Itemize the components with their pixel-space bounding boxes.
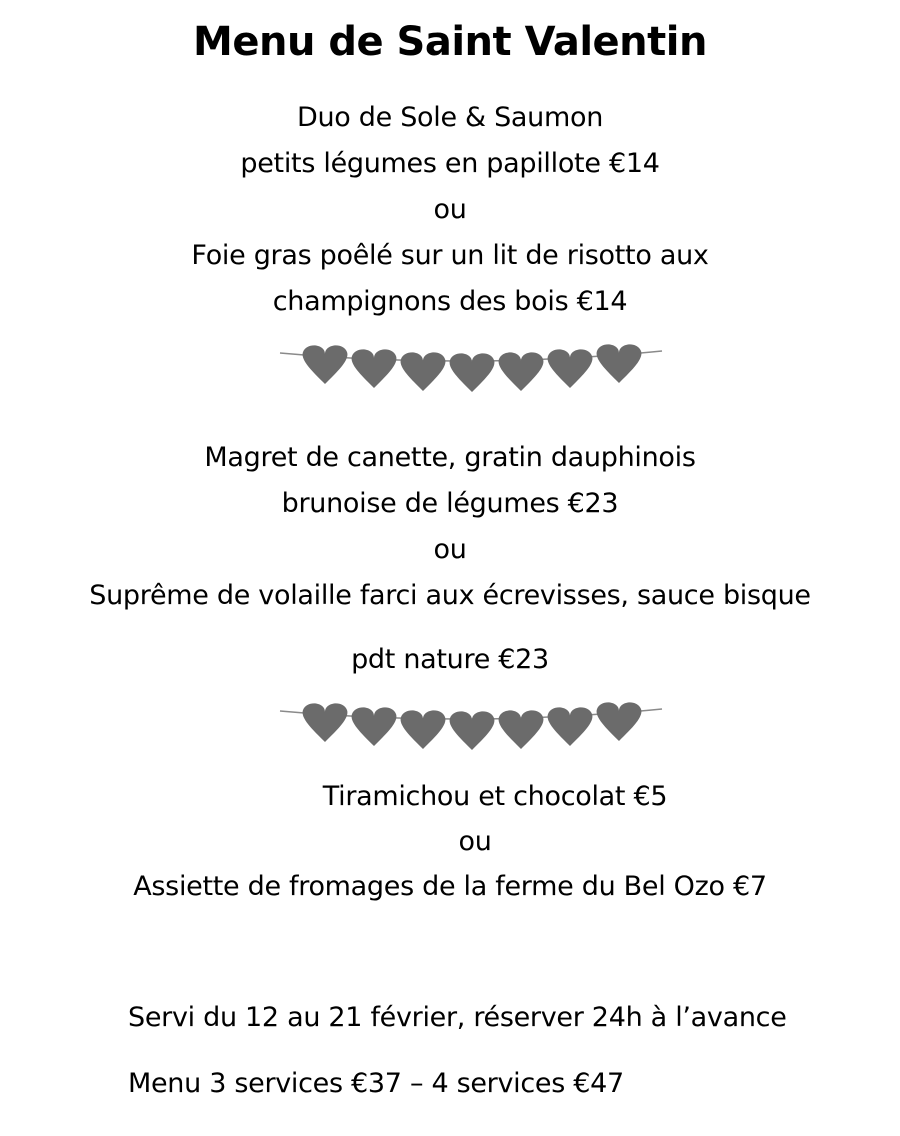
main-option-1-line-1: Magret de canette, gratin dauphinois [204, 442, 696, 473]
heart-icon [597, 702, 642, 741]
heart-icon [548, 707, 593, 746]
heart-icon [499, 352, 544, 391]
heart-icon [499, 710, 544, 749]
heart-icon [401, 352, 446, 391]
heart-icon [597, 344, 642, 383]
starter-option-2-line-1: Foie gras poêlé sur un lit de risotto aux [191, 240, 709, 271]
dessert-option-1: Tiramichou et chocolat €5 [322, 781, 668, 812]
menu-pricing: Menu 3 services €37 – 4 services €47 [128, 1068, 624, 1099]
main-option-1-line-2: brunoise de légumes €23 [281, 488, 619, 519]
heart-garland-icon [276, 340, 666, 400]
page-title: Menu de Saint Valentin [193, 19, 707, 65]
main-or: ou [433, 534, 467, 565]
main-option-2-line-1: Suprême de volaille farci aux écrevisses, sauce bisque [89, 580, 811, 611]
heart-icon [401, 710, 446, 749]
dessert-or: ou [458, 826, 492, 857]
heart-icon [450, 711, 495, 750]
heart-icon [352, 707, 397, 746]
heart-icon [450, 353, 495, 392]
starter-option-1-line-2: petits légumes en papillote €14 [240, 148, 660, 179]
service-dates-note: Servi du 12 au 21 février, réserver 24h à l’avance [128, 1002, 787, 1033]
heart-icon [303, 703, 348, 742]
heart-icon [548, 349, 593, 388]
heart-garland-icon [276, 698, 666, 758]
starter-option-1-line-1: Duo de Sole & Saumon [296, 102, 604, 133]
dessert-option-2: Assiette de fromages de la ferme du Bel Ozo €7 [133, 871, 767, 902]
main-option-2-line-2: pdt nature €23 [351, 644, 549, 675]
starter-option-2-line-2: champignons des bois €14 [272, 286, 628, 317]
starter-or: ou [433, 194, 467, 225]
heart-icon [352, 349, 397, 388]
heart-icon [303, 345, 348, 384]
